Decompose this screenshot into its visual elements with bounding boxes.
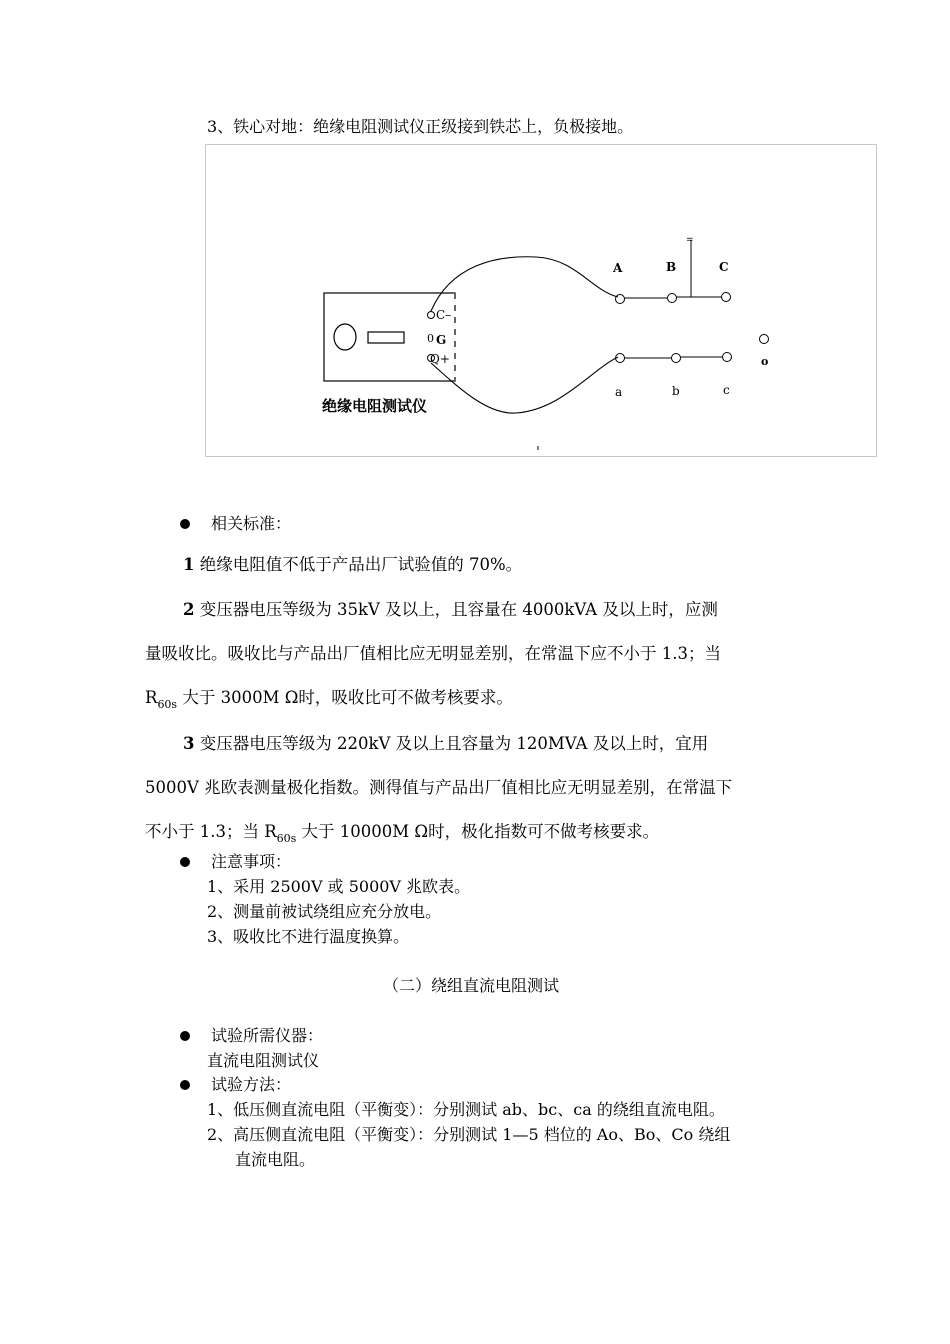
- standards-heading: 相关标准：: [211, 514, 292, 533]
- method-item-1: 1、低压侧直流电阻（平衡变）：分别测试 ab、bc、ca 的绕组直流电阻。: [207, 1100, 725, 1119]
- bullet-icon: [180, 857, 190, 867]
- method-item-2-line2: 直流电阻。: [235, 1150, 316, 1169]
- standard-item-3-line1: 3 变压器电压等级为 220kV 及以上且容量为 120MVA 及以上时，宜用: [183, 734, 709, 753]
- note-item: 3、吸收比不进行温度换算。: [207, 927, 410, 946]
- section-title: （二）绕组直流电阻测试: [383, 976, 560, 995]
- label-c: c: [723, 383, 730, 397]
- terminal-plus: Q+: [430, 352, 450, 366]
- notes-heading: 注意事项：: [211, 852, 292, 871]
- standard-item-3-line2: 5000V 兆欧表测量极化指数。测得值与产品出厂值相比应无明显差别，在常温下: [145, 778, 733, 797]
- instrument-label: 绝缘电阻测试仪: [322, 397, 428, 415]
- instruments-heading: 试验所需仪器：: [211, 1026, 324, 1045]
- lead-negative: [431, 257, 618, 311]
- standard-item-3-line3: 不小于 1.3；当 $R_{60s}$ 大于 10000M Ω时，极化指数可不做考核要求。: [145, 822, 660, 845]
- label-B: B: [666, 260, 677, 274]
- instruments-value: 直流电阻测试仪: [207, 1051, 320, 1070]
- label-b: b: [672, 384, 680, 398]
- wiring-diagram: [205, 144, 877, 457]
- bullet-icon: [180, 1080, 190, 1090]
- note-item: 2、测量前被试绕组应充分放电。: [207, 902, 442, 921]
- label-C: C: [719, 260, 729, 274]
- dial-icon: [334, 324, 356, 350]
- intro-line: 3、铁心对地：绝缘电阻测试仪正级接到铁芯上，负极接地。: [207, 117, 634, 136]
- ground-icon: =: [686, 235, 694, 245]
- lead-positive: [431, 357, 618, 413]
- wiring-diagram-svg: [206, 145, 878, 458]
- standard-item-2-line3: $R_{60s}$ 大于 3000M Ω时，吸收比可不做考核要求。: [145, 688, 513, 711]
- terminal-minus: C–: [436, 308, 452, 322]
- note-item: 1、采用 2500V 或 5000V 兆欧表。: [207, 877, 471, 896]
- method-heading: 试验方法：: [211, 1075, 292, 1094]
- label-A: A: [613, 261, 623, 275]
- standard-item-2-line2: 量吸收比。吸收比与产品出厂值相比应无明显差别，在常温下应不小于 1.3；当: [145, 644, 721, 663]
- terminal-g: G: [436, 333, 447, 347]
- bullet-icon: [180, 1031, 190, 1041]
- standard-item-1: 1 绝缘电阻值不低于产品出厂试验值的 70%。: [183, 555, 523, 574]
- label-o: o: [761, 355, 769, 368]
- bullet-icon: [180, 519, 190, 529]
- display-icon: [368, 332, 404, 343]
- standard-item-2-line1: 2 变压器电压等级为 35kV 及以上，且容量在 4000kVA 及以上时，应测: [183, 600, 718, 619]
- terminal-g-mark: 0: [427, 332, 434, 345]
- label-a: a: [615, 385, 623, 399]
- method-item-2-line1: 2、高压侧直流电阻（平衡变）：分别测试 1—5 档位的 Ao、Bo、Co 绕组: [207, 1125, 731, 1144]
